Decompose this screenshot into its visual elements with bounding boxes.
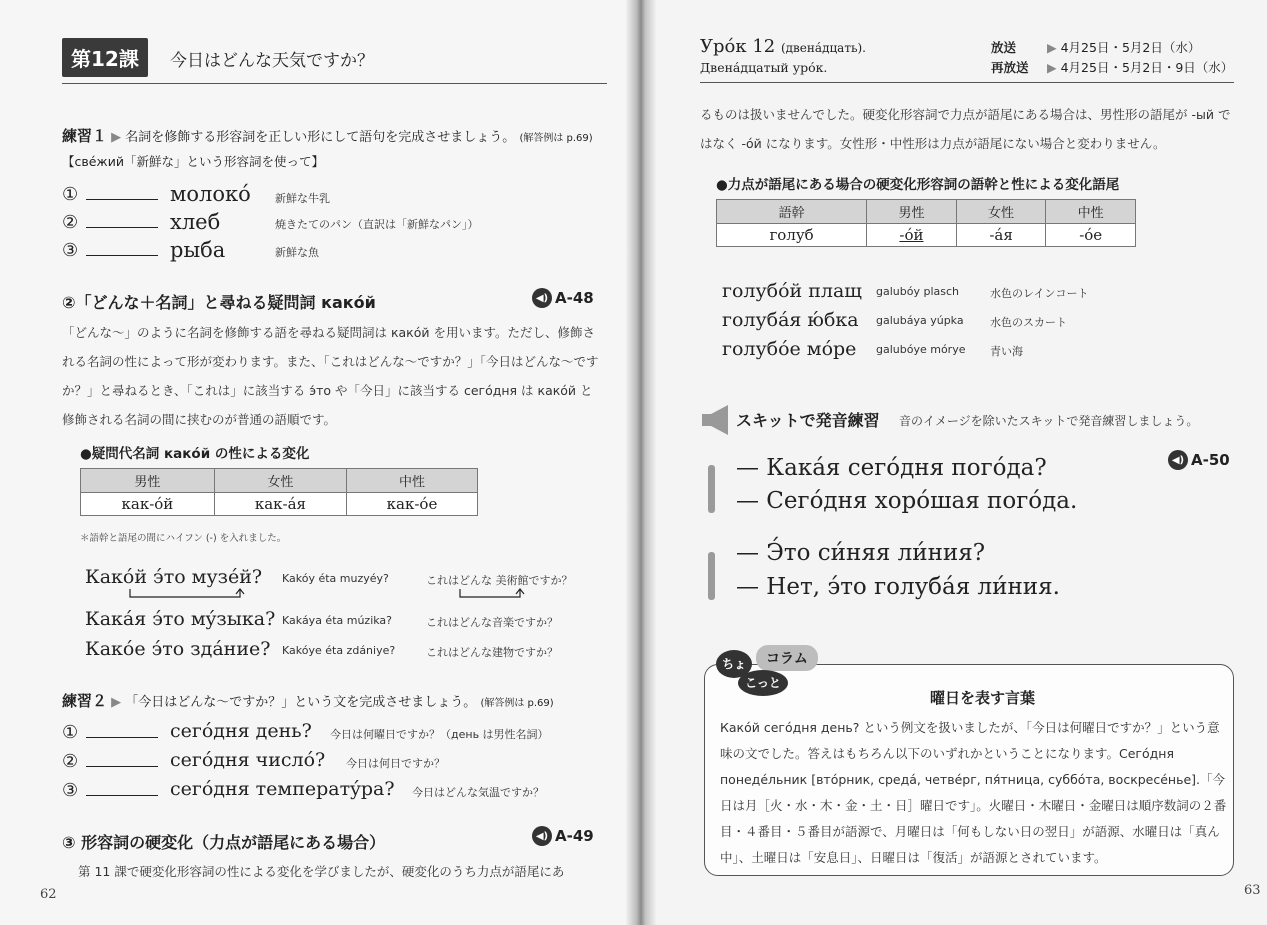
example-jp: 水色のレインコート [990, 287, 1089, 300]
exercise2-translation: 今日は何曜日ですか？（день は男性名詞） [330, 728, 549, 741]
skit-description: 音のイメージを除いたスキットで発音練習しましょう。 [899, 414, 1199, 428]
right-page [636, 0, 1267, 925]
table-header: 女性 [214, 469, 346, 493]
table-cell: голуб [717, 224, 867, 247]
column-bubble-cho: ちょ [716, 650, 752, 678]
exercise2-item [62, 749, 158, 772]
answer-blank[interactable] [86, 720, 158, 738]
arrow-icon: ▶ [1046, 60, 1057, 75]
table-header: 男性 [81, 469, 215, 493]
word-order-arrows [85, 588, 595, 602]
exercise2-phrase: сегóдня числó? [170, 749, 326, 771]
table-header: 女性 [956, 200, 1046, 224]
example-transliteration: Kakóye éta zdániye? [282, 644, 396, 657]
section2-title: ②「どんな＋名詞」と尋ねる疑問詞 какóй [62, 293, 376, 312]
speaker-icon: ◀) [1168, 450, 1188, 470]
example-ru: Какáя э́то мýзыка? [85, 608, 276, 630]
exercise2-item [62, 720, 158, 743]
broadcast-dates: 4月25日・5月2日（水） [1060, 40, 1201, 55]
rebroadcast-dates: 4月25日・5月2日・9日（水） [1060, 60, 1234, 75]
dialogue-line: — Какáя сегóдня погóда? [736, 455, 1047, 481]
page-number-right: 63 [1244, 883, 1261, 898]
column-tag: コラム [756, 645, 818, 671]
dialogue-bar [708, 465, 715, 513]
speaker-icon: ◀) [532, 288, 552, 308]
arrow-icon: ▶ [1046, 40, 1057, 55]
exercise1-word: рыба [170, 238, 226, 262]
exercise2-instruction: 「今日はどんな～ですか？」という文を完成させましょう。 [125, 695, 477, 710]
example-ru: голубóй плащ [722, 280, 862, 302]
example-ru: Какóй э́то музéй? [85, 566, 263, 588]
exercise2-item [62, 778, 158, 801]
table-cell: -áя [956, 224, 1046, 247]
section3-title: ③ 形容詞の硬変化（力点が語尾にある場合） [62, 833, 386, 852]
answer-blank[interactable] [86, 182, 158, 200]
right-table-title: ●力点が語尾にある場合の硬変化形容詞の語幹と性による変化語尾 [716, 177, 1120, 193]
column-body: Какóй сегóдня день? という例文を扱いましたが、「今日は何曜日ですか？」という意味の文でした。答えはもちろん以下のいずれかということになります。Сегóдня понедéльник [втóрник, средá, четвéрг, пя́тница, суббóта, воскресéнье].「今日は月［火・水・木・金・土・日］曜日です」。火曜日・木曜日・金曜日は順序数詞の２番目・４番目・５番目が語源で、月曜日は「何もしない日の翌日」が語源、水曜日は「真ん中」、土曜日は「安息日」、日曜日は「復活」が語源とされています。 [720, 720, 1227, 865]
example-transliteration: galubáya yúpka [876, 314, 964, 327]
audio-label: A-49 [555, 827, 594, 845]
dialogue-bar [708, 552, 715, 600]
section2-table-title: ●疑問代名詞 какóй の性による変化 [80, 446, 310, 462]
item-number: ③ [62, 780, 79, 801]
audio-track-a50[interactable] [1168, 450, 1230, 470]
rebroadcast-label: 再放送 [991, 60, 1029, 75]
arrow-icon: ▶ [111, 130, 122, 145]
table-cell: -óй [867, 224, 957, 247]
table-cell: как-óе [347, 493, 478, 516]
example-jp: これはどんな音楽ですか？ [426, 616, 558, 629]
example-transliteration: galubóy plasch [876, 285, 959, 298]
item-number: ② [62, 212, 79, 233]
section3-body: 第 11 課で硬変化形容詞の性による変化を学びましたが、硬変化のうち力点が語尾にあ [78, 864, 565, 879]
example-ru: голубóе мóре [722, 338, 857, 360]
stress-ending-table [716, 199, 1136, 247]
exercise1-translation: 新鮮な牛乳 [275, 192, 330, 205]
exercise2-translation: 今日は何日ですか？ [346, 757, 445, 770]
answer-blank[interactable] [86, 238, 158, 256]
audio-label: A-50 [1191, 451, 1230, 469]
exercise1-instruction: 名詞を修飾する形容詞を正しい形にして語句を完成させましょう。 [125, 130, 516, 145]
arrow-icon: ▶ [111, 695, 122, 710]
exercise1-answer-ref: (解答例は p.69) [519, 133, 593, 144]
exercise1-word: хлеб [170, 210, 221, 234]
column-title: 曜日を表す言葉 [930, 689, 1036, 707]
audio-track-a48[interactable] [532, 288, 594, 308]
table-cell: -óе [1046, 224, 1136, 247]
exercise1-translation: 新鮮な魚 [275, 246, 319, 259]
table-cell: как-óй [81, 493, 215, 516]
exercise1-item [62, 210, 158, 233]
book-gutter [626, 0, 656, 925]
example-ru: Какóе э́то здáние? [85, 638, 271, 660]
example-jp: 青い海 [990, 345, 1023, 358]
item-number: ③ [62, 240, 79, 261]
lesson-title: 今日はどんな天気ですか？ [170, 51, 374, 71]
dialogue-line: — Сегóдня хорóшая погóда. [736, 488, 1078, 514]
example-transliteration: Kakáya éta múzika? [282, 614, 393, 627]
exercise1-translation: 焼きたてのパン（直訳は「新鮮なパン」） [275, 218, 479, 231]
table-cell: как-áя [214, 493, 346, 516]
example-jp: これはどんな建物ですか？ [426, 646, 558, 659]
header-rule [62, 83, 607, 84]
exercise1-hint: 【свéжий「新鮮な」という形容詞を使って】 [62, 154, 324, 169]
column-bubble-kotto: こっと [738, 670, 788, 696]
exercise1-item [62, 182, 158, 205]
example-ru: голубáя ю́бка [722, 309, 859, 331]
header-lesson-number-word: (двенáдцать). [780, 41, 866, 55]
header-rule [700, 82, 1234, 83]
answer-blank[interactable] [86, 778, 158, 796]
intro-text: るものは扱いませんでした。硬変化形容詞で力点が語尾にある場合は、男性形の語尾が -ый ではなく -óй になります。女性形・中性形は力点が語尾にない場合と変わりません。 [700, 107, 1231, 151]
answer-blank[interactable] [86, 749, 158, 767]
megaphone-icon [702, 405, 728, 435]
speaker-icon: ◀) [532, 826, 552, 846]
table-header: 中性 [347, 469, 478, 493]
header-lesson-ru: Урóк 12 [700, 36, 776, 57]
broadcast-label: 放送 [991, 40, 1017, 55]
example-jp: 水色のスカート [990, 316, 1067, 329]
exercise2-phrase: сегóдня температýра? [170, 778, 395, 800]
audio-label: A-48 [555, 289, 594, 307]
table-header: 語幹 [717, 200, 867, 224]
example-transliteration: galubóye mórye [876, 343, 966, 356]
exercise2-phrase: сегóдня день? [170, 720, 312, 742]
table-header: 男性 [867, 200, 957, 224]
page-number-left: 62 [40, 887, 57, 902]
exercise1-item [62, 238, 158, 261]
audio-track-a49[interactable] [532, 826, 594, 846]
dialogue-line: — Э́то си́няя ли́ния? [736, 540, 986, 566]
section2-note: ＊語幹と語尾の間にハイフン (-) を入れました。 [80, 533, 287, 544]
kakoy-table [80, 468, 478, 516]
exercise1-label: 練習１ [62, 127, 108, 145]
exercise2-answer-ref: (解答例は p.69) [480, 698, 554, 709]
item-number: ① [62, 722, 79, 743]
item-number: ① [62, 184, 79, 205]
exercise2-translation: 今日はどんな気温ですか？ [412, 786, 544, 799]
skit-title: スキットで発音練習 [736, 411, 880, 430]
example-jp: これはどんな 美術館ですか？ [426, 574, 573, 587]
table-header: 中性 [1046, 200, 1136, 224]
header-lesson-ru2: Двенáдцатый урóк. [700, 60, 828, 75]
exercise2-label: 練習２ [62, 692, 108, 710]
lesson-badge: 第12課 [62, 38, 148, 77]
section2-body: 「どんな～」のように名詞を修飾する語を尋ねる疑問詞は какóй を用います。ただし、修飾される名詞の性によって形が変わります。また、「これはどんな～ですか？」「今日はどんな～ですか？」と尋ねるとき、「これは」に該当する э́то や「今日」に該当する сегóдня は какóй と修飾される名詞の間に挟むのが普通の語順です。 [62, 325, 599, 427]
exercise1-word: молокó [170, 182, 251, 206]
item-number: ② [62, 751, 79, 772]
example-transliteration: Kakóy éta muzyéy? [282, 572, 389, 585]
dialogue-line: — Нет, э́то голубáя ли́ния. [736, 574, 1060, 600]
answer-blank[interactable] [86, 210, 158, 228]
